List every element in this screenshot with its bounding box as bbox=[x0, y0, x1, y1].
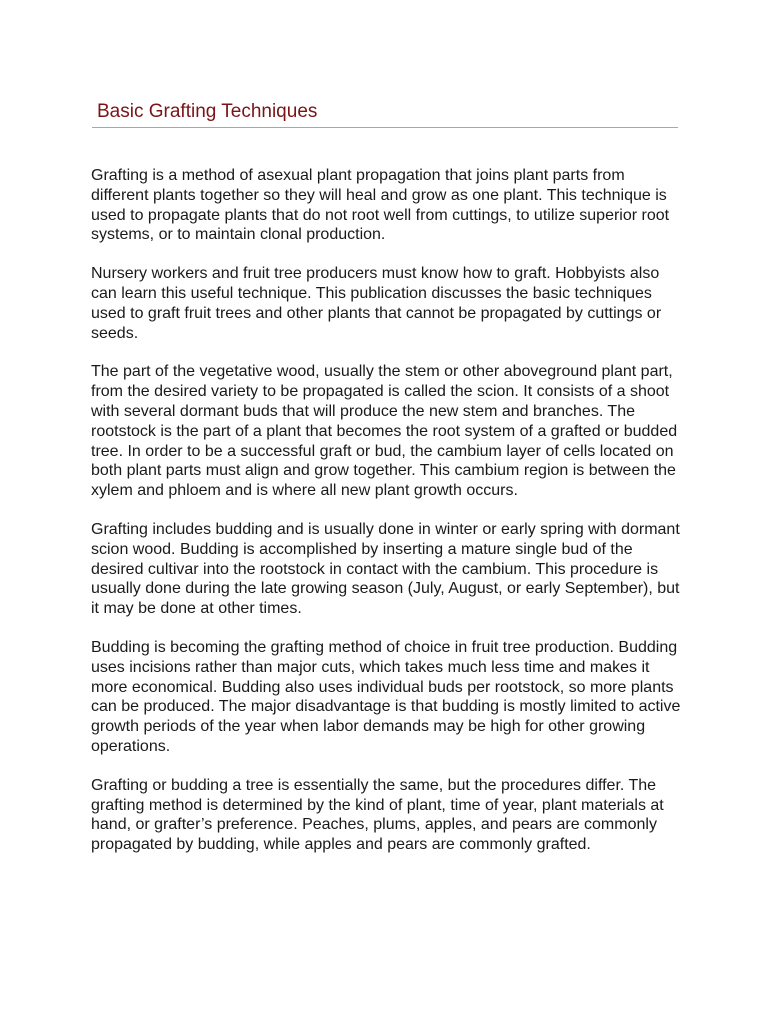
paragraph-procedures-differ: Grafting or budding a tree is essentially the same, but the procedures differ. The grafting method is determined by the kind of plant, time of year, plant materials at hand, or grafter’s preference. Peaches, plums, apples, and pears are commonly propagated by budding, while apples and pears are commonly grafted. bbox=[91, 776, 664, 854]
title-divider bbox=[92, 127, 678, 128]
paragraph-budding-choice: Budding is becoming the grafting method of choice in fruit tree production. Budding uses incisions rather than major cuts, which takes much less time and makes it more economical. Budding also uses individual buds per rootstock, so more plants can be produced. The major disadvantage is that budding is mostly limited to active growth periods of the year when labor demands may be high for other growing operations. bbox=[91, 638, 681, 755]
paragraph-scion-rootstock: The part of the vegetative wood, usually the stem or other aboveground plant part, from the desired variety to be propagated is called the scion. It consists of a shoot with several dormant buds that will produce the new stem and branches. The rootstock is the part of a plant that becomes the root system of a grafted or budded tree. In order to be a successful graft or bud, the cambium layer of cells located on both plant parts must align and grow together. This cambium region is between the xylem and phloem and is where all new plant growth occurs. bbox=[91, 363, 678, 500]
paragraph-intro: Grafting is a method of asexual plant propagation that joins plant parts from different plants together so they will heal and grow as one plant. This technique is used to propagate plants that do not root well from cuttings, to utilize superior root systems, or to maintain clonal production. bbox=[91, 167, 670, 244]
page-title: Basic Grafting Techniques bbox=[97, 101, 318, 122]
document-body bbox=[91, 166, 681, 874]
paragraph-nursery-workers: Nursery workers and fruit tree producers must know how to graft. Hobbyists also can learn this useful technique. This publication discusses the basic techniques used to graft fruit trees and other plants that cannot be propagated by cuttings or seeds. bbox=[91, 265, 662, 342]
paragraph-grafting-budding: Grafting includes budding and is usually done in winter or early spring with dormant scion wood. Budding is accomplished by inserting a mature single bud of the desired cultivar into the rootstock in contact with the cambium. This procedure is usually done during the late growing season (July, August, or early September), but it may be done at other times. bbox=[91, 520, 680, 618]
